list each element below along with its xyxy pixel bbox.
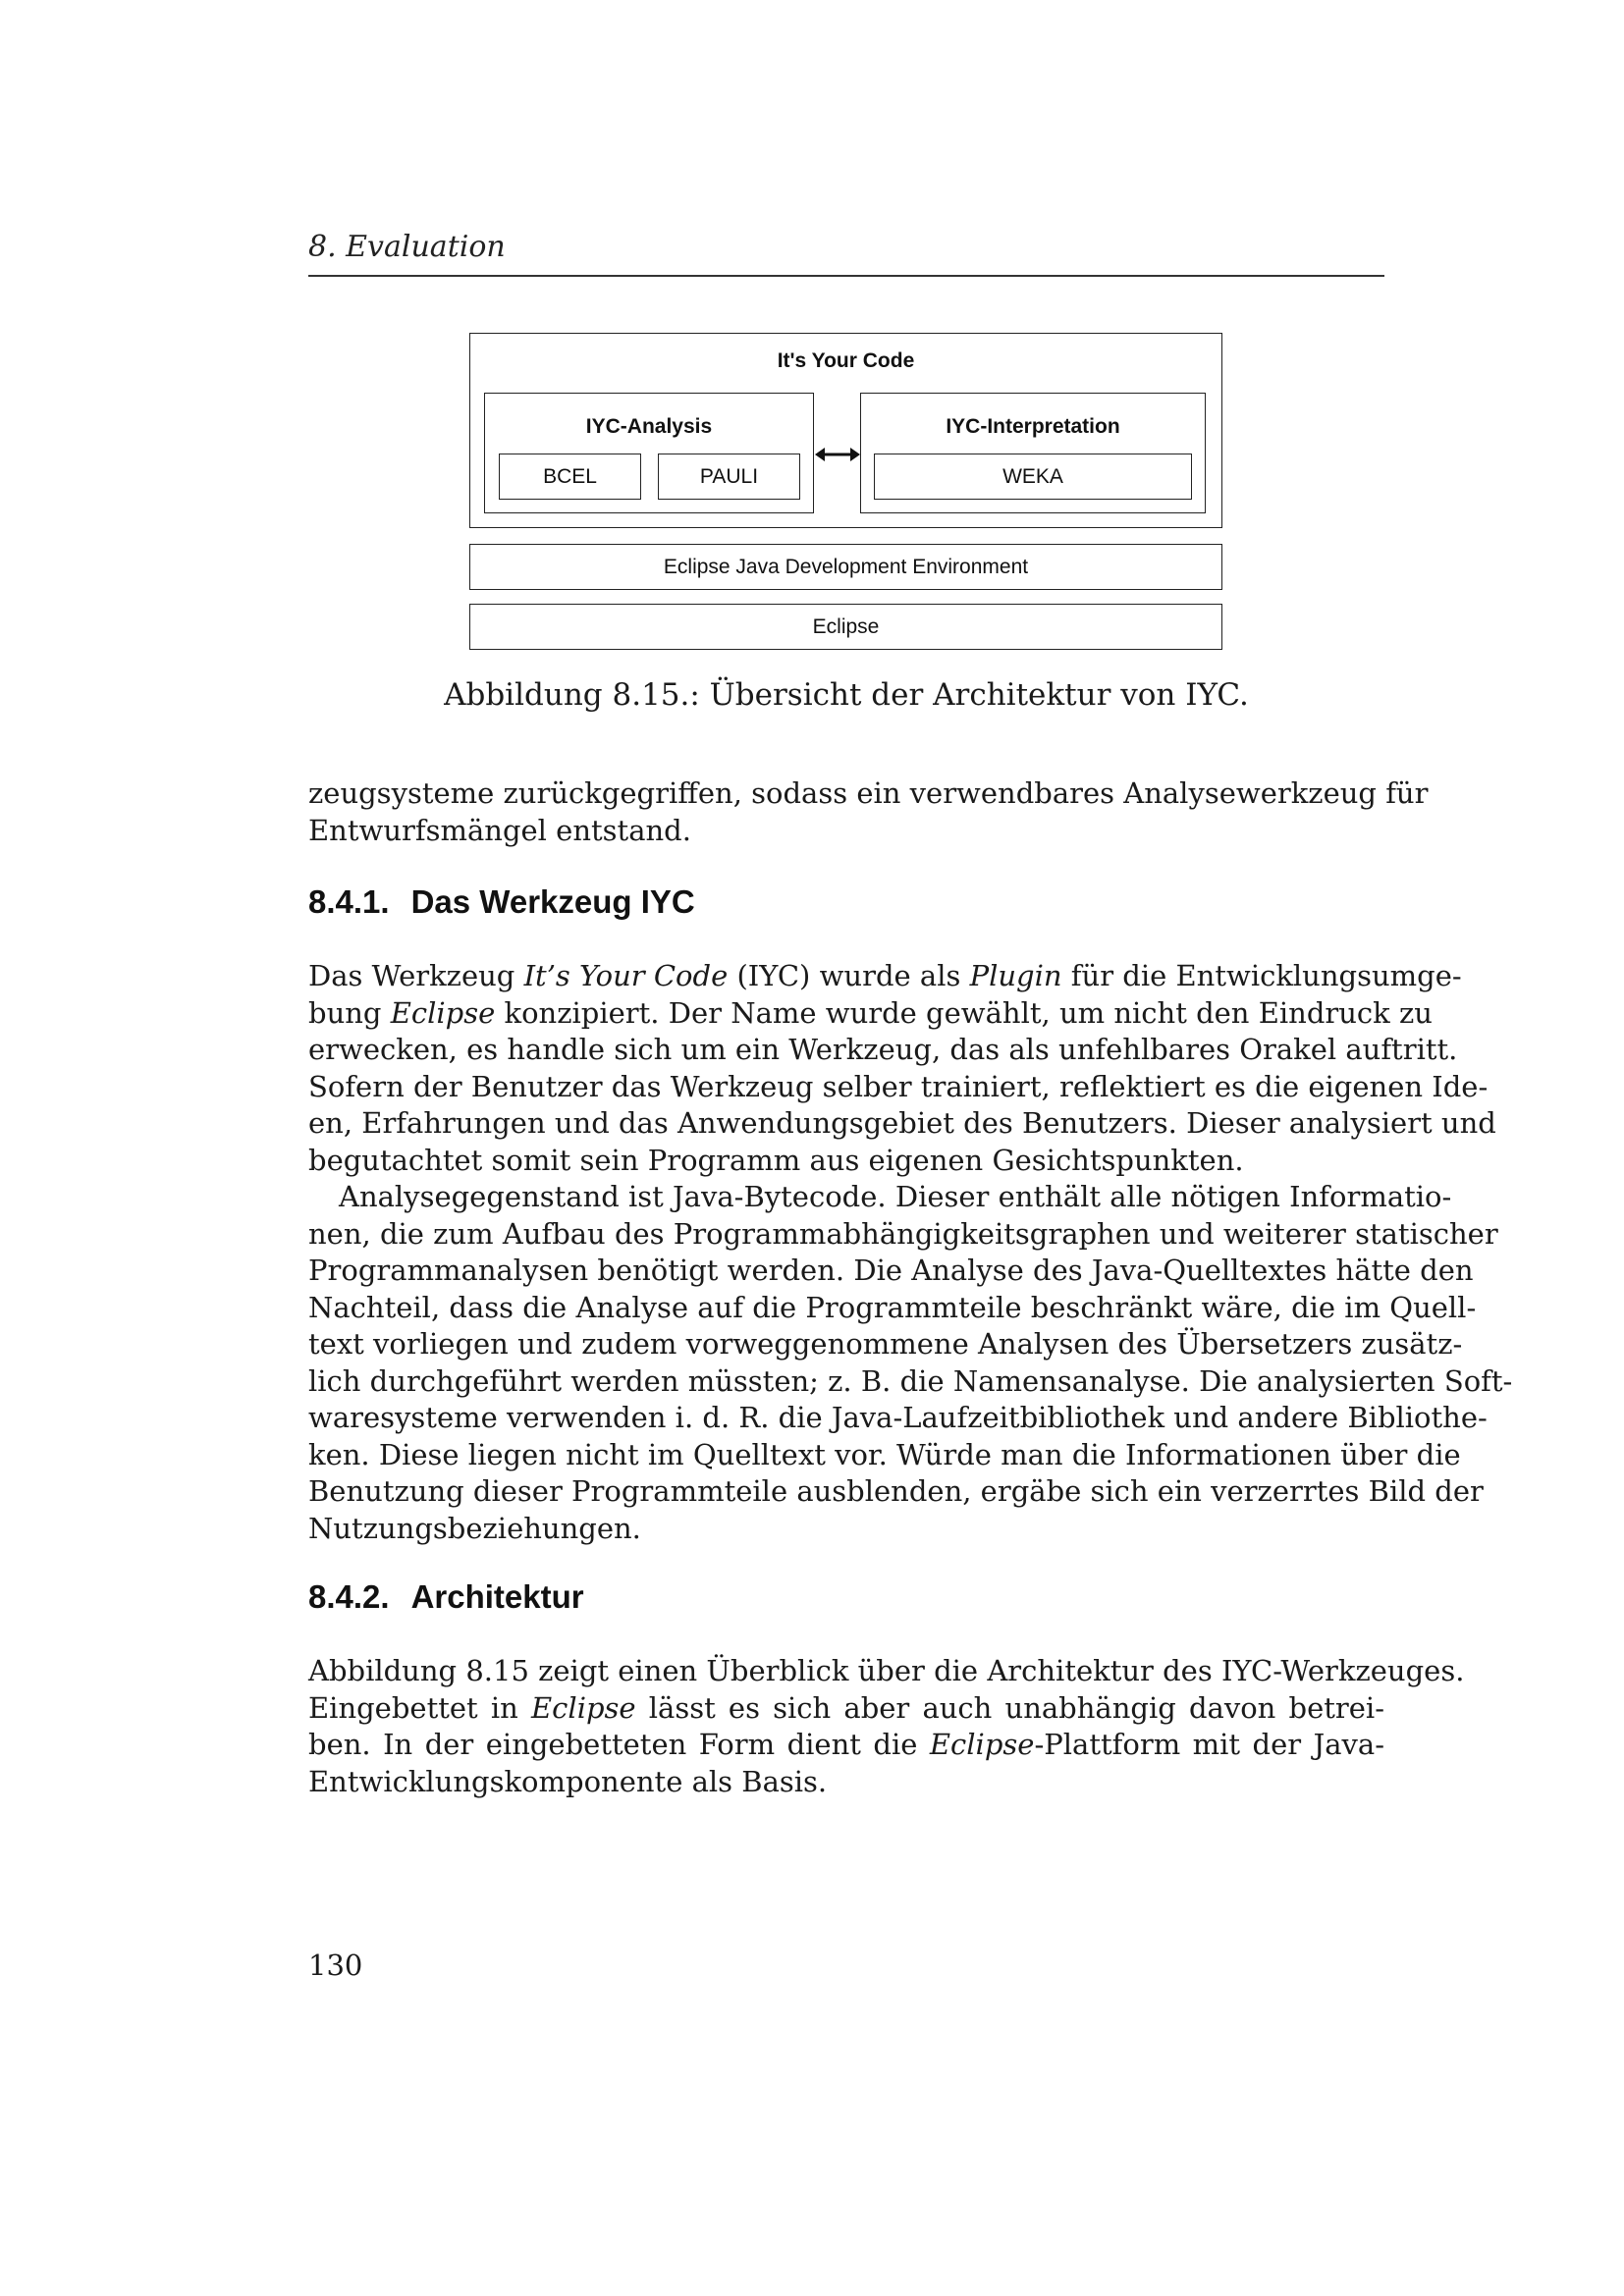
text-line: lich durchgeführt werden müssten; z. B. die Namensanalyse. Die analysierten Soft-: [308, 1363, 1513, 1398]
text-line: begutachtet somit sein Programm aus eigenen Gesichtspunkten.: [308, 1143, 1244, 1177]
text-line: Entwurfsmängel entstand.: [308, 813, 691, 847]
header-rule: [308, 275, 1384, 277]
section-heading-8-4-1: [308, 883, 695, 921]
text-line: Benutzung dieser Programmteile ausblenden, ergäbe sich ein verzerrtes Bild der: [308, 1474, 1484, 1508]
text-line: en, Erfahrungen und das Anwendungsgebiet des Benutzers. Dieser analysiert und: [308, 1106, 1496, 1140]
text-line: ben. In der eingebetteten Form dient die Eclipse-Plattform mit der Java-: [308, 1728, 1385, 1761]
text-line: ken. Diese liegen nicht im Quelltext vor. Würde man die Informationen über die: [308, 1437, 1461, 1471]
figure-eclipse-box: Eclipse: [469, 604, 1222, 650]
section2-paragraph-1: [308, 1653, 1465, 1800]
text-line: erwecken, es handle sich um ein Werkzeug, das als unfehlbares Orakel auftritt.: [308, 1033, 1458, 1066]
running-header: 8. Evaluation: [308, 230, 506, 264]
text-line: nen, die zum Aufbau des Programmabhängigkeitsgraphen und weiterer statischer: [308, 1216, 1498, 1251]
figure-bcel-box: BCEL: [499, 454, 641, 500]
section-title: Das Werkzeug IYC: [410, 883, 695, 920]
page-number: 130: [308, 1949, 363, 1982]
intro-paragraph: [308, 775, 1429, 849]
emphasis: It’s Your Code: [523, 959, 729, 992]
figure-weka-box: WEKA: [874, 454, 1192, 500]
text-line: Sofern der Benutzer das Werkzeug selber trainiert, reflektiert es die eigenen Ide-: [308, 1069, 1489, 1103]
figure-its-your-code-title: It's Your Code: [777, 349, 915, 372]
text-line: Eingebettet in Eclipse lässt es sich aber auch unabhängig davon betrei-: [308, 1690, 1384, 1725]
double-arrow-icon: [815, 444, 860, 465]
emphasis: Eclipse: [531, 1690, 636, 1725]
emphasis: Eclipse: [390, 995, 496, 1030]
emphasis: Eclipse: [929, 1728, 1035, 1761]
figure-caption: Abbildung 8.15.: Übersicht der Architektur von IYC.: [444, 677, 1249, 713]
section-heading-8-4-2: [308, 1578, 584, 1616]
figure-iyc-analysis-title: IYC-Analysis: [585, 415, 713, 438]
text-line: waresysteme verwenden i. d. R. die Java-Laufzeitbibliothek und andere Bibliothe-: [308, 1401, 1488, 1434]
section-title: Architektur: [410, 1578, 584, 1615]
text-line: Entwicklungskomponente als Basis.: [308, 1764, 828, 1798]
text-line: zeugsysteme zurückgegriffen, sodass ein verwendbares Analysewerkzeug für: [308, 776, 1429, 810]
figure-iyc-interpretation-title: IYC-Interpretation: [946, 415, 1120, 438]
figure-pauli-box: PAULI: [658, 454, 800, 500]
text-line: bung Eclipse konzipiert. Der Name wurde gewählt, um nicht den Eindruck zu: [308, 995, 1433, 1030]
text-line: Nutzungsbeziehungen.: [308, 1511, 641, 1545]
text-line: text vorliegen und zudem vorweggenommene Analysen des Übersetzers zusätz-: [308, 1327, 1463, 1361]
text-line: Analysegegenstand ist Java-Bytecode. Dieser enthält alle nötigen Informatio-: [339, 1180, 1452, 1213]
section1-paragraph-2: [308, 1179, 1513, 1547]
emphasis: Plugin: [969, 959, 1062, 992]
text-line: Nachteil, dass die Analyse auf die Programmteile beschränkt wäre, die im Quell-: [308, 1290, 1477, 1324]
section1-paragraph-1: [308, 958, 1496, 1179]
section-number: 8.4.1.: [308, 883, 390, 920]
section-number: 8.4.2.: [308, 1578, 390, 1615]
text-line: Abbildung 8.15 zeigt einen Überblick über die Architektur des IYC-Werkzeuges.: [308, 1654, 1465, 1687]
text-line: Programmanalysen benötigt werden. Die Analyse des Java-Quelltextes hätte den: [308, 1254, 1474, 1287]
figure-eclipse-jde-box: Eclipse Java Development Environment: [469, 544, 1222, 590]
text-line: Das Werkzeug It’s Your Code (IYC) wurde als Plugin für die Entwicklungsumge-: [308, 959, 1462, 992]
